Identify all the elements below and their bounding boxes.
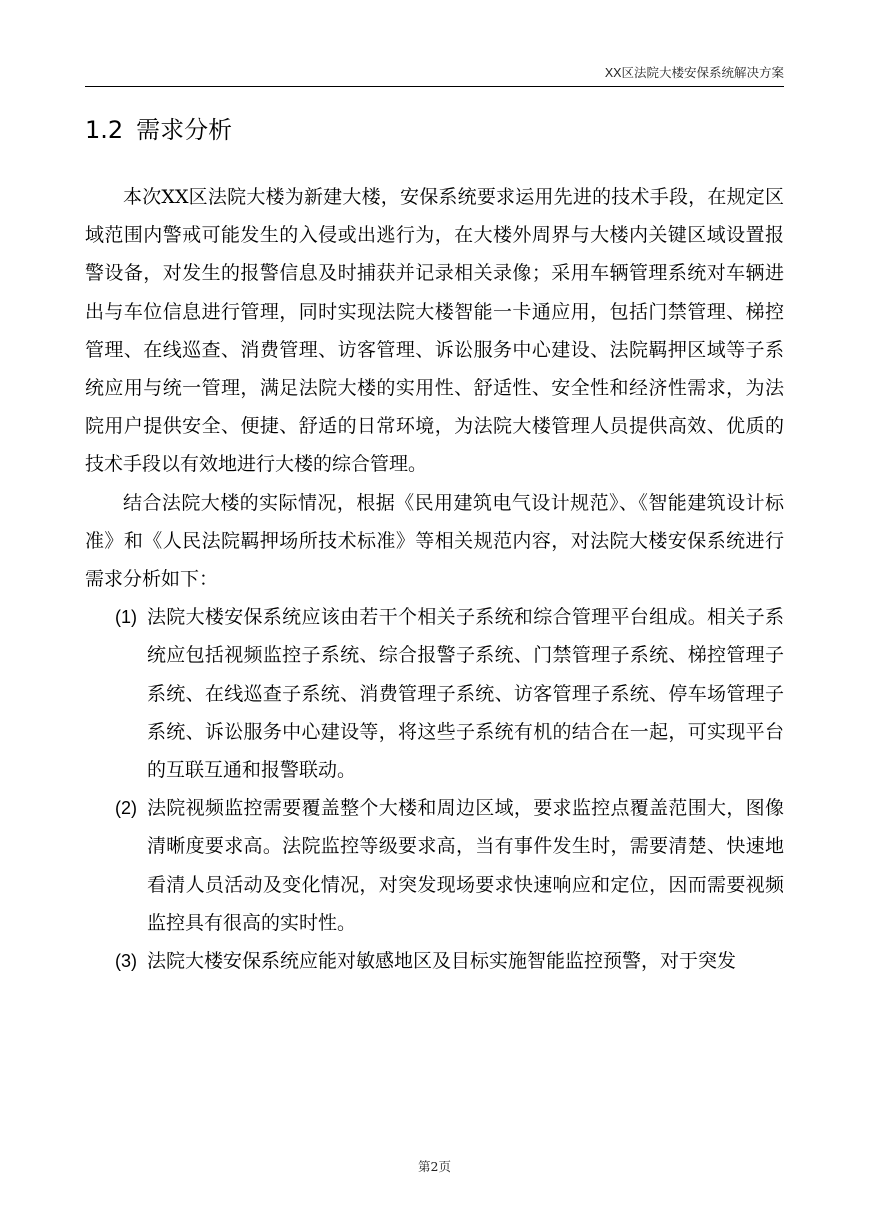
page-number: 第2页 [418,1159,451,1174]
section-heading [85,110,232,145]
list-marker: (1) [115,607,137,628]
body-text [85,178,784,980]
list-item [115,789,784,942]
paragraph-basis: 结合法院大楼的实际情况，根据《民用建筑电气设计规范》、《智能建筑设计标准》和《人民法院羁押场所技术标准》等相关规范内容，对法院大楼安保系统进行需求分析如下： [85,491,784,591]
section-title: 需求分析 [136,116,233,144]
list-item-text: 法院大楼安保系统应能对敏感地区及目标实施智能监控预警，对于突发 [147,950,737,973]
section-number: 1.2 [85,116,124,144]
list-item [115,942,784,980]
list-marker: (2) [115,798,137,819]
list-item [115,598,784,789]
header-divider [85,86,784,87]
requirements-list [85,598,784,980]
paragraph-intro: 本次XX区法院大楼为新建大楼，安保系统要求运用先进的技术手段，在规定区域范围内警戒可能发生的入侵或出逃行为，在大楼外周界与大楼内关键区域设置报警设备，对发生的报警信息及时捕获并记录相关录像；采用车辆管理系统对车辆进出与车位信息进行管理，同时实现法院大楼智能一卡通应用，包括门禁管理、梯控管理、在线巡查、消费管理、访客管理、诉讼服务中心建设、法院羁押区域等子系统应用与统一管理，满足法院大楼的实用性、舒适性、安全性和经济性需求，为法院用户提供安全、便捷、舒适的日常环境，为法院大楼管理人员提供高效、优质的技术手段以有效地进行大楼的综合管理。 [85,186,784,476]
running-header: XX区法院大楼安保系统解决方案 [604,66,784,80]
list-item-text: 法院大楼安保系统应该由若干个相关子系统和综合管理平台组成。相关子系统应包括视频监控子系统、综合报警子系统、门禁管理子系统、梯控管理子系统、在线巡查子系统、消费管理子系统、访客管理子系统、停车场管理子系统、诉讼服务中心建设等，将这些子系统有机的结合在一起，可实现平台的互联互通和报警联动。 [147,606,784,782]
list-marker: (3) [115,951,137,972]
list-item-text: 法院视频监控需要覆盖整个大楼和周边区域，要求监控点覆盖范围大，图像清晰度要求高。法院监控等级要求高，当有事件发生时，需要清楚、快速地看清人员活动及变化情况，对突发现场要求快速响应和定位，因而需要视频监控具有很高的实时性。 [147,797,784,934]
